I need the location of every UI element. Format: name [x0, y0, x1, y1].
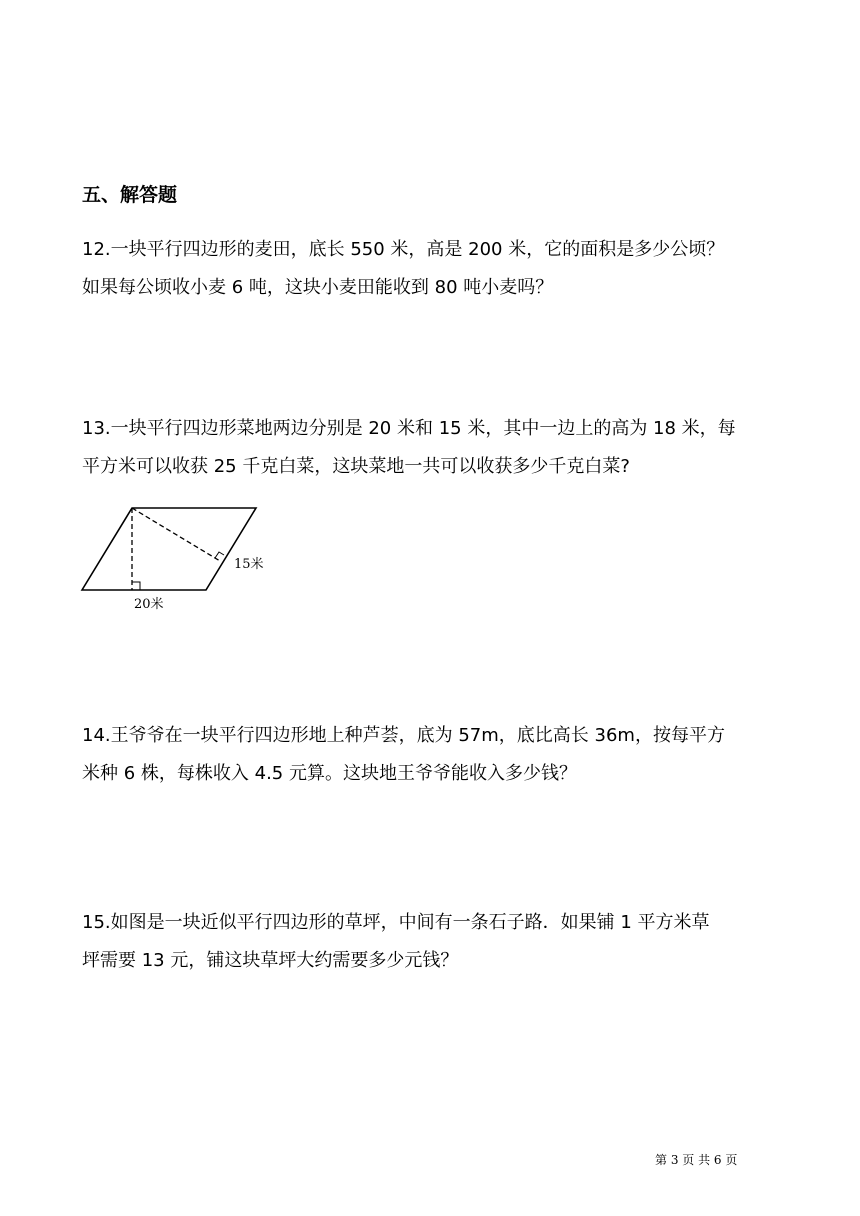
height-to-side-line — [132, 508, 220, 561]
question-line: 如果每公顷收小麦 6 吨，这块小麦田能收到 80 吨小麦吗？ — [82, 277, 554, 298]
side-right-angle-mark — [215, 552, 224, 558]
question-line: 坪需要 13 元，铺这块草坪大约需要多少元钱？ — [82, 950, 459, 971]
base-label: 20米 — [134, 597, 164, 612]
question-13 — [82, 410, 782, 486]
parallelogram-outline — [82, 508, 256, 590]
question-line: 13.一块平行四边形菜地两边分别是 20 米和 15 米，其中一边上的高为 18 米，每 — [82, 418, 736, 439]
base-right-angle-mark — [132, 582, 140, 590]
section-title: 五、解答题 — [82, 184, 178, 206]
question-line: 15.如图是一块近似平行四边形的草坪，中间有一条石子路．如果铺 1 平方米草 — [82, 912, 710, 933]
question-12 — [82, 231, 782, 307]
question-line: 14.王爷爷在一块平行四边形地上种芦荟，底为 57m，底比高长 36m，按每平方 — [82, 725, 725, 746]
side-label: 15米 — [234, 557, 264, 572]
question-line: 平方米可以收获 25 千克白菜，这块菜地一共可以收获多少千克白菜? — [82, 456, 630, 477]
page-number: 第 3 页 共 6 页 — [655, 1153, 738, 1167]
question-14 — [82, 717, 782, 793]
question-line: 12.一块平行四边形的麦田，底长 550 米，高是 200 米，它的面积是多少公顷？ — [82, 239, 725, 260]
question-line: 米种 6 株，每株收入 4.5 元算。这块地王爷爷能收入多少钱？ — [82, 763, 577, 784]
question-15 — [82, 904, 782, 980]
parallelogram-figure — [78, 502, 278, 617]
